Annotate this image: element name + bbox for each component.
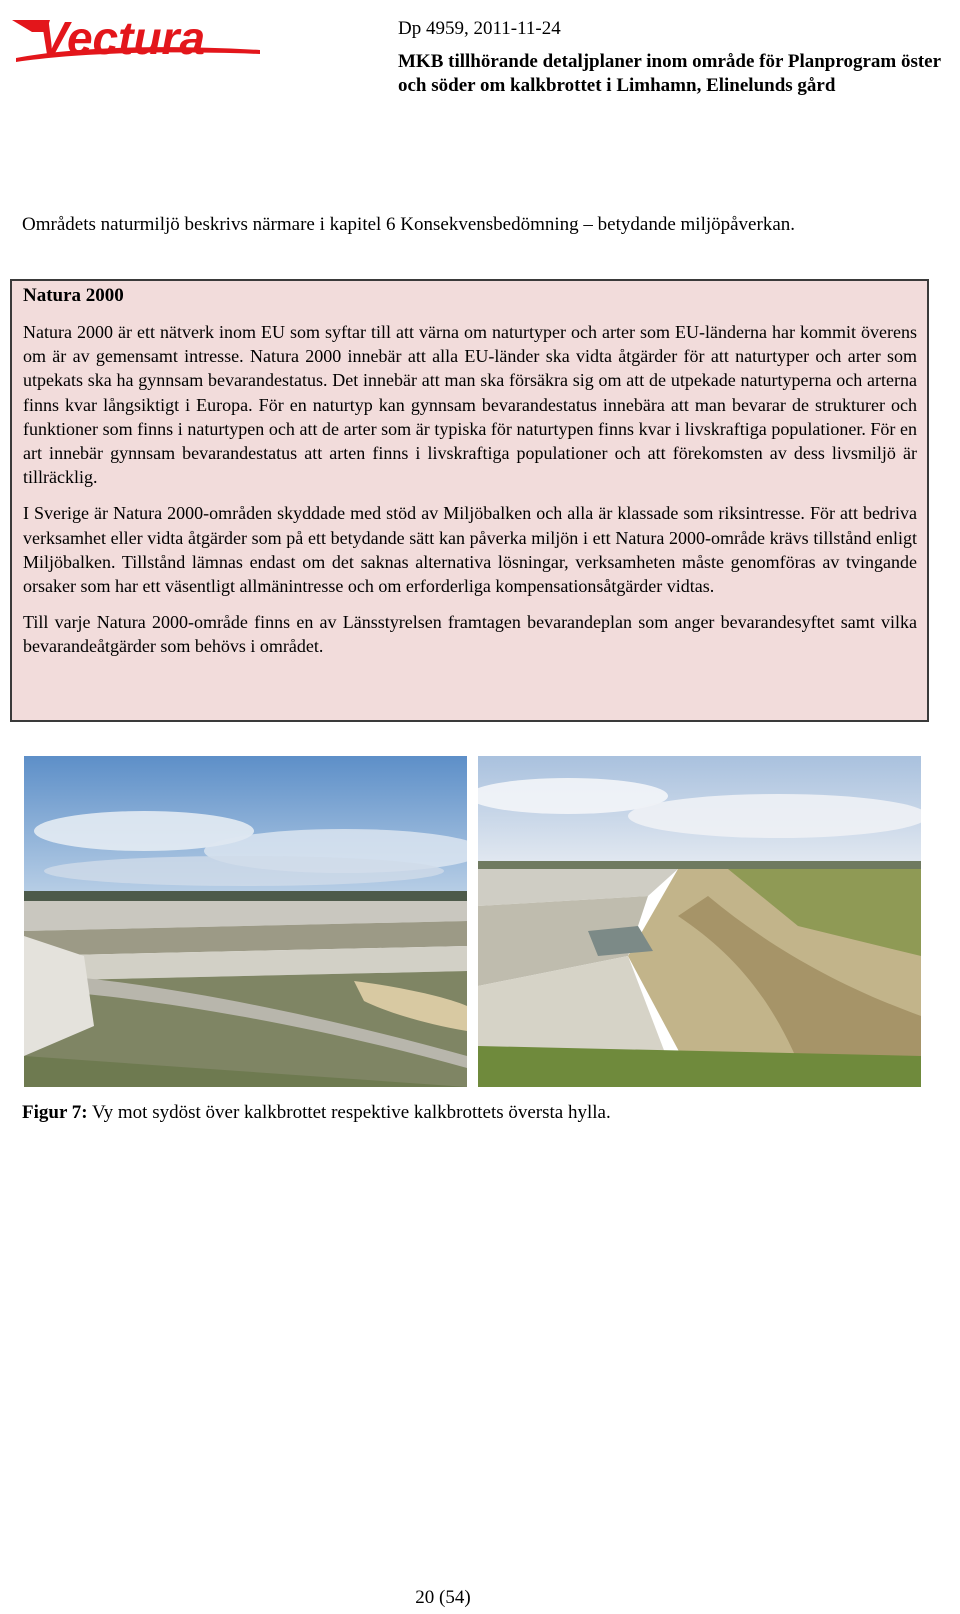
page-header <box>398 16 958 98</box>
natura-2000-box <box>10 279 929 722</box>
figure-label: Figur 7: <box>22 1102 88 1123</box>
logo-wordmark: Vectura <box>38 12 206 64</box>
natura-paragraph-3: Till varje Natura 2000-område finns en av Länsstyrelsen framtagen bevarandeplan som anger bevarandesyftet samt vilka bevarandeåtgärder som behövs i området. <box>23 612 917 657</box>
intro-paragraph: Områdets naturmiljö beskrivs närmare i kapitel 6 Konsekvensbedömning – betydande miljöpåverkan. <box>22 214 795 235</box>
natura-paragraph-1: Natura 2000 är ett nätverk inom EU som syftar till att värna om naturtyper och arter som EU-länderna har kommit överens om är av gemensamt intresse. Natura 2000 innebär att alla EU-länder ska vidta åtgärder för att naturtyper och arter som utpekats ska ha gynnsam bevarandestatus. Det innebär att man ska försäkra sig om att de utpekade naturtyperna och arterna finns kvar långsiktigt i Europa. För en naturtyp kan gynnsam bevarandestatus innebära att man bevarar de strukturer och funktioner som finns i naturtypen och att de arter som är typiska för naturtypen finns kvar i livskraftiga populationer. För en art innebär gynnsam bevarandestatus att arten finns i livskraftiga populationer och att förekomsten av dess livsmiljö är tillräcklig. <box>23 322 917 488</box>
quarry-upper-shelf-photo <box>478 756 921 1087</box>
figure-caption <box>22 1100 611 1126</box>
page-number: 20 (54) <box>415 1587 471 1608</box>
quarry-overview-photo <box>24 756 467 1087</box>
figure-caption-text: Vy mot sydöst över kalkbrottet respektive kalkbrottets översta hylla. <box>87 1102 611 1123</box>
vectura-logo <box>10 10 265 68</box>
natura-paragraph-2: I Sverige är Natura 2000-områden skyddade med stöd av Miljöbalken och alla är klassade som riksintresse. För att bedriva verksamhet eller vidta åtgärder som på ett betydande sätt kan påverka miljön i ett Natura 2000-område krävs tillstånd enligt Miljöbalken. Tillstånd lämnas endast om det saknas alternativa lösningar, verksamheten måste genomföras av tvingande orsaker som har ett väsentligt allmänintresse och om erforderliga kompensationsåtgärder vidtas. <box>23 503 917 597</box>
natura-heading: Natura 2000 <box>23 285 124 306</box>
document-title: MKB tillhörande detaljplaner inom område för Planprogram öster och söder om kalkbrottet i Limhamn, Elinelunds gård <box>398 51 941 96</box>
document-reference: Dp 4959, 2011-11-24 <box>398 18 561 39</box>
